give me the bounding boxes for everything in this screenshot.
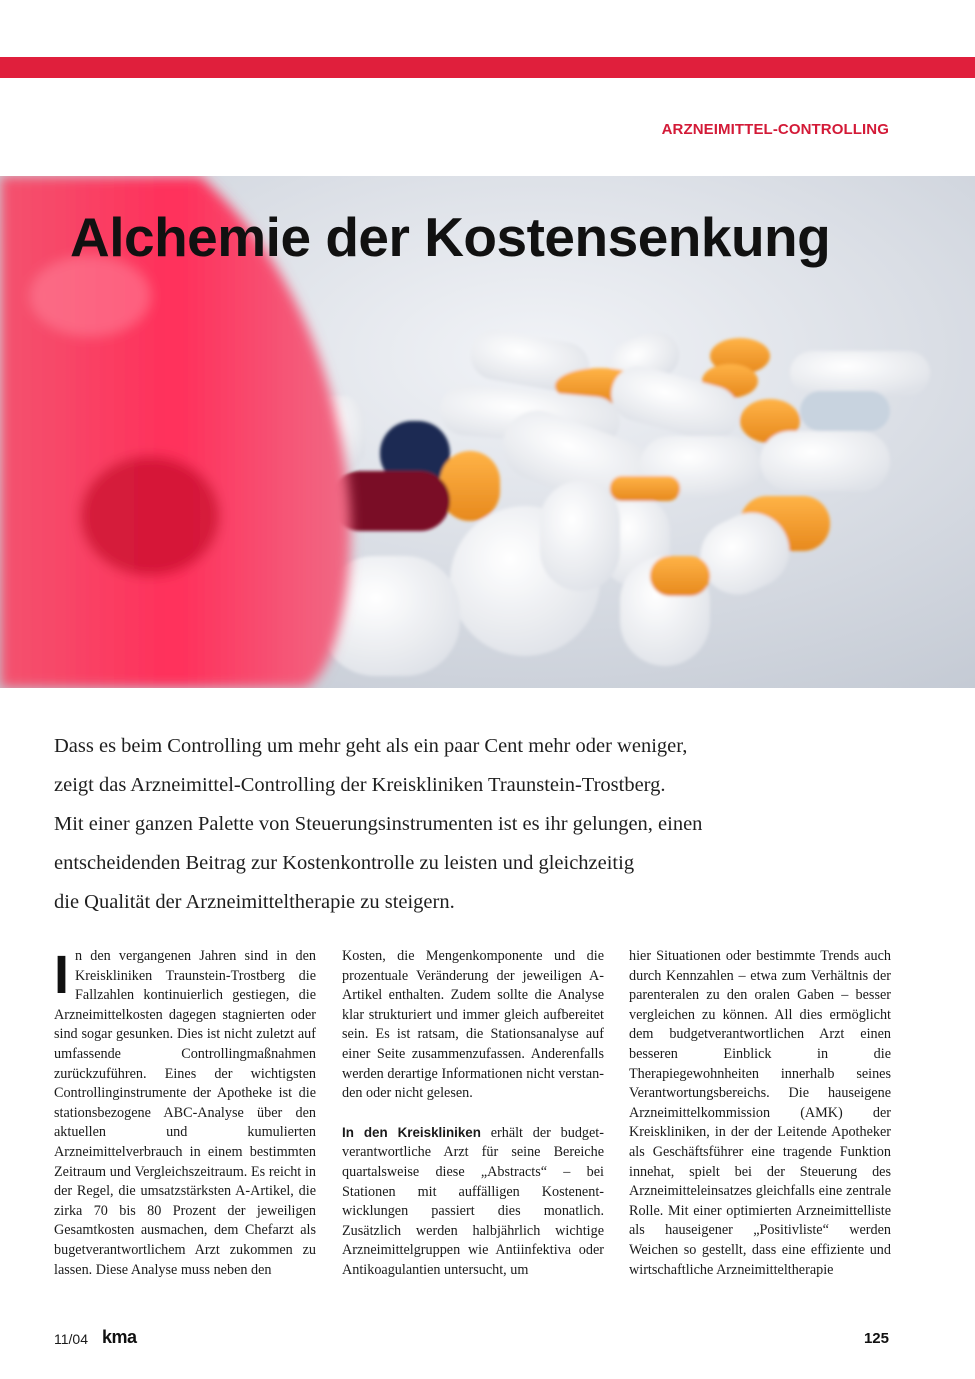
lead-line: Mit einer ganzen Palette von Steuerungsinstrumenten ist es ihr gelungen, einen — [54, 813, 703, 835]
issue-number: 11/04 — [54, 1331, 88, 1347]
body-text: n den vergangenen Jahren sind in den Kreiskliniken Traunstein-Trostberg die Fallzahlen kontinuierlich gestiegen, die Arzneimittelkosten dagegen stagnierten oder sind sogar gesunken. Dies ist nicht zuletzt auf umfassende Controllingmaßnahmen zurückzuführen. Eines der wichtigsten Controllinginstrumente der Apotheke ist die stationsbezogene ABC-Analyse über den aktuellen und kumulierten Arzneimittelverbrauch in einem bestimmten Zeitraum und Vergleichszeitraum. Es reicht in der Regel, die umsatzstärksten A-Artikel, die zirka 70 bis 80 Prozent der jeweiligen Gesamtkosten ausmachen, dem Chefarzt als bugetverantwortlichem Arzt zukommen zu lassen. Diese Analyse muss neben den — [54, 948, 316, 1278]
top-accent-band — [0, 57, 975, 78]
article-title: Alchemie der Kostensenkung — [70, 206, 831, 268]
paragraph-intro-bold: In den Kreiskliniken — [342, 1124, 481, 1140]
page-number: 125 — [863, 1330, 889, 1347]
body-text: hier Situationen oder bestimmte Trends auch durch Kennzahlen – etwa zum Verhältnis der parenteralen zu den oralen Gaben – besser vergleichen zu können. All dies ermöglicht dem budgetverantwortlichen Arzt einen besseren Einblick in die Therapiegewohnheiten innerhalb seines Verantwortungsbereichs. Die hauseigene Arzneimittelkommission (AMK) der Kreiskliniken, in der der Leitende Apotheker als Geschäftsführer eine tragende Funktion innehat, spielt bei der Steuerung des Arzneimitteleinsatzes gleichfalls eine zentrale Rolle. Mit einer optimierten Arzneimittelliste als hauseigener „Positivliste“ werden Weichen so gestellt, dass eine effiziente und wirtschaftliche Arzneimitteltherapie — [629, 948, 891, 1278]
lead-line: entscheidenden Beitrag zur Kostenkontrolle zu leisten und gleichzeitig — [54, 852, 635, 874]
lead-paragraph — [54, 727, 924, 922]
body-column-2 — [342, 947, 604, 1281]
magazine-logo: kma — [102, 1327, 137, 1347]
body-text: Kosten, die Mengenkomponente und die prozentuale Veränderung der jeweiligen A-Artikel enthalten. Zudem sollte die Analyse klar strukturiert und immer gleich aufbereitet sein. Es ist ratsam, die Stationsanalyse auf einer Seite zusammenzufassen. Anderenfalls werden derartige Informationen nicht verstanden oder nicht gelesen. — [342, 948, 604, 1102]
body-column-3 — [629, 947, 891, 1280]
lead-line: zeigt das Arzneimittel-Controlling der Kreiskliniken Traunstein-Trostberg. — [54, 774, 666, 796]
drop-cap: I — [54, 945, 70, 1005]
body-text: erhält der budgetverantwortliche Arzt für seine Bereiche quartalsweise diese „Abstracts“ – bei Stationen mit auffälligen Kostenentwicklungen passiert dies monatlich. Zusätzlich werden halbjährlich wichtige Arzneimittelgruppen wie Antiinfektiva oder Antikoagulantien untersucht, um — [342, 1124, 604, 1278]
section-label: ARZNEIMITTEL-CONTROLLING — [661, 121, 889, 138]
lead-line: die Qualität der Arzneimitteltherapie zu steigern. — [54, 891, 455, 913]
body-column-1 — [54, 947, 316, 1280]
lead-line: Dass es beim Controlling um mehr geht als ein paar Cent mehr oder weniger, — [54, 735, 688, 757]
